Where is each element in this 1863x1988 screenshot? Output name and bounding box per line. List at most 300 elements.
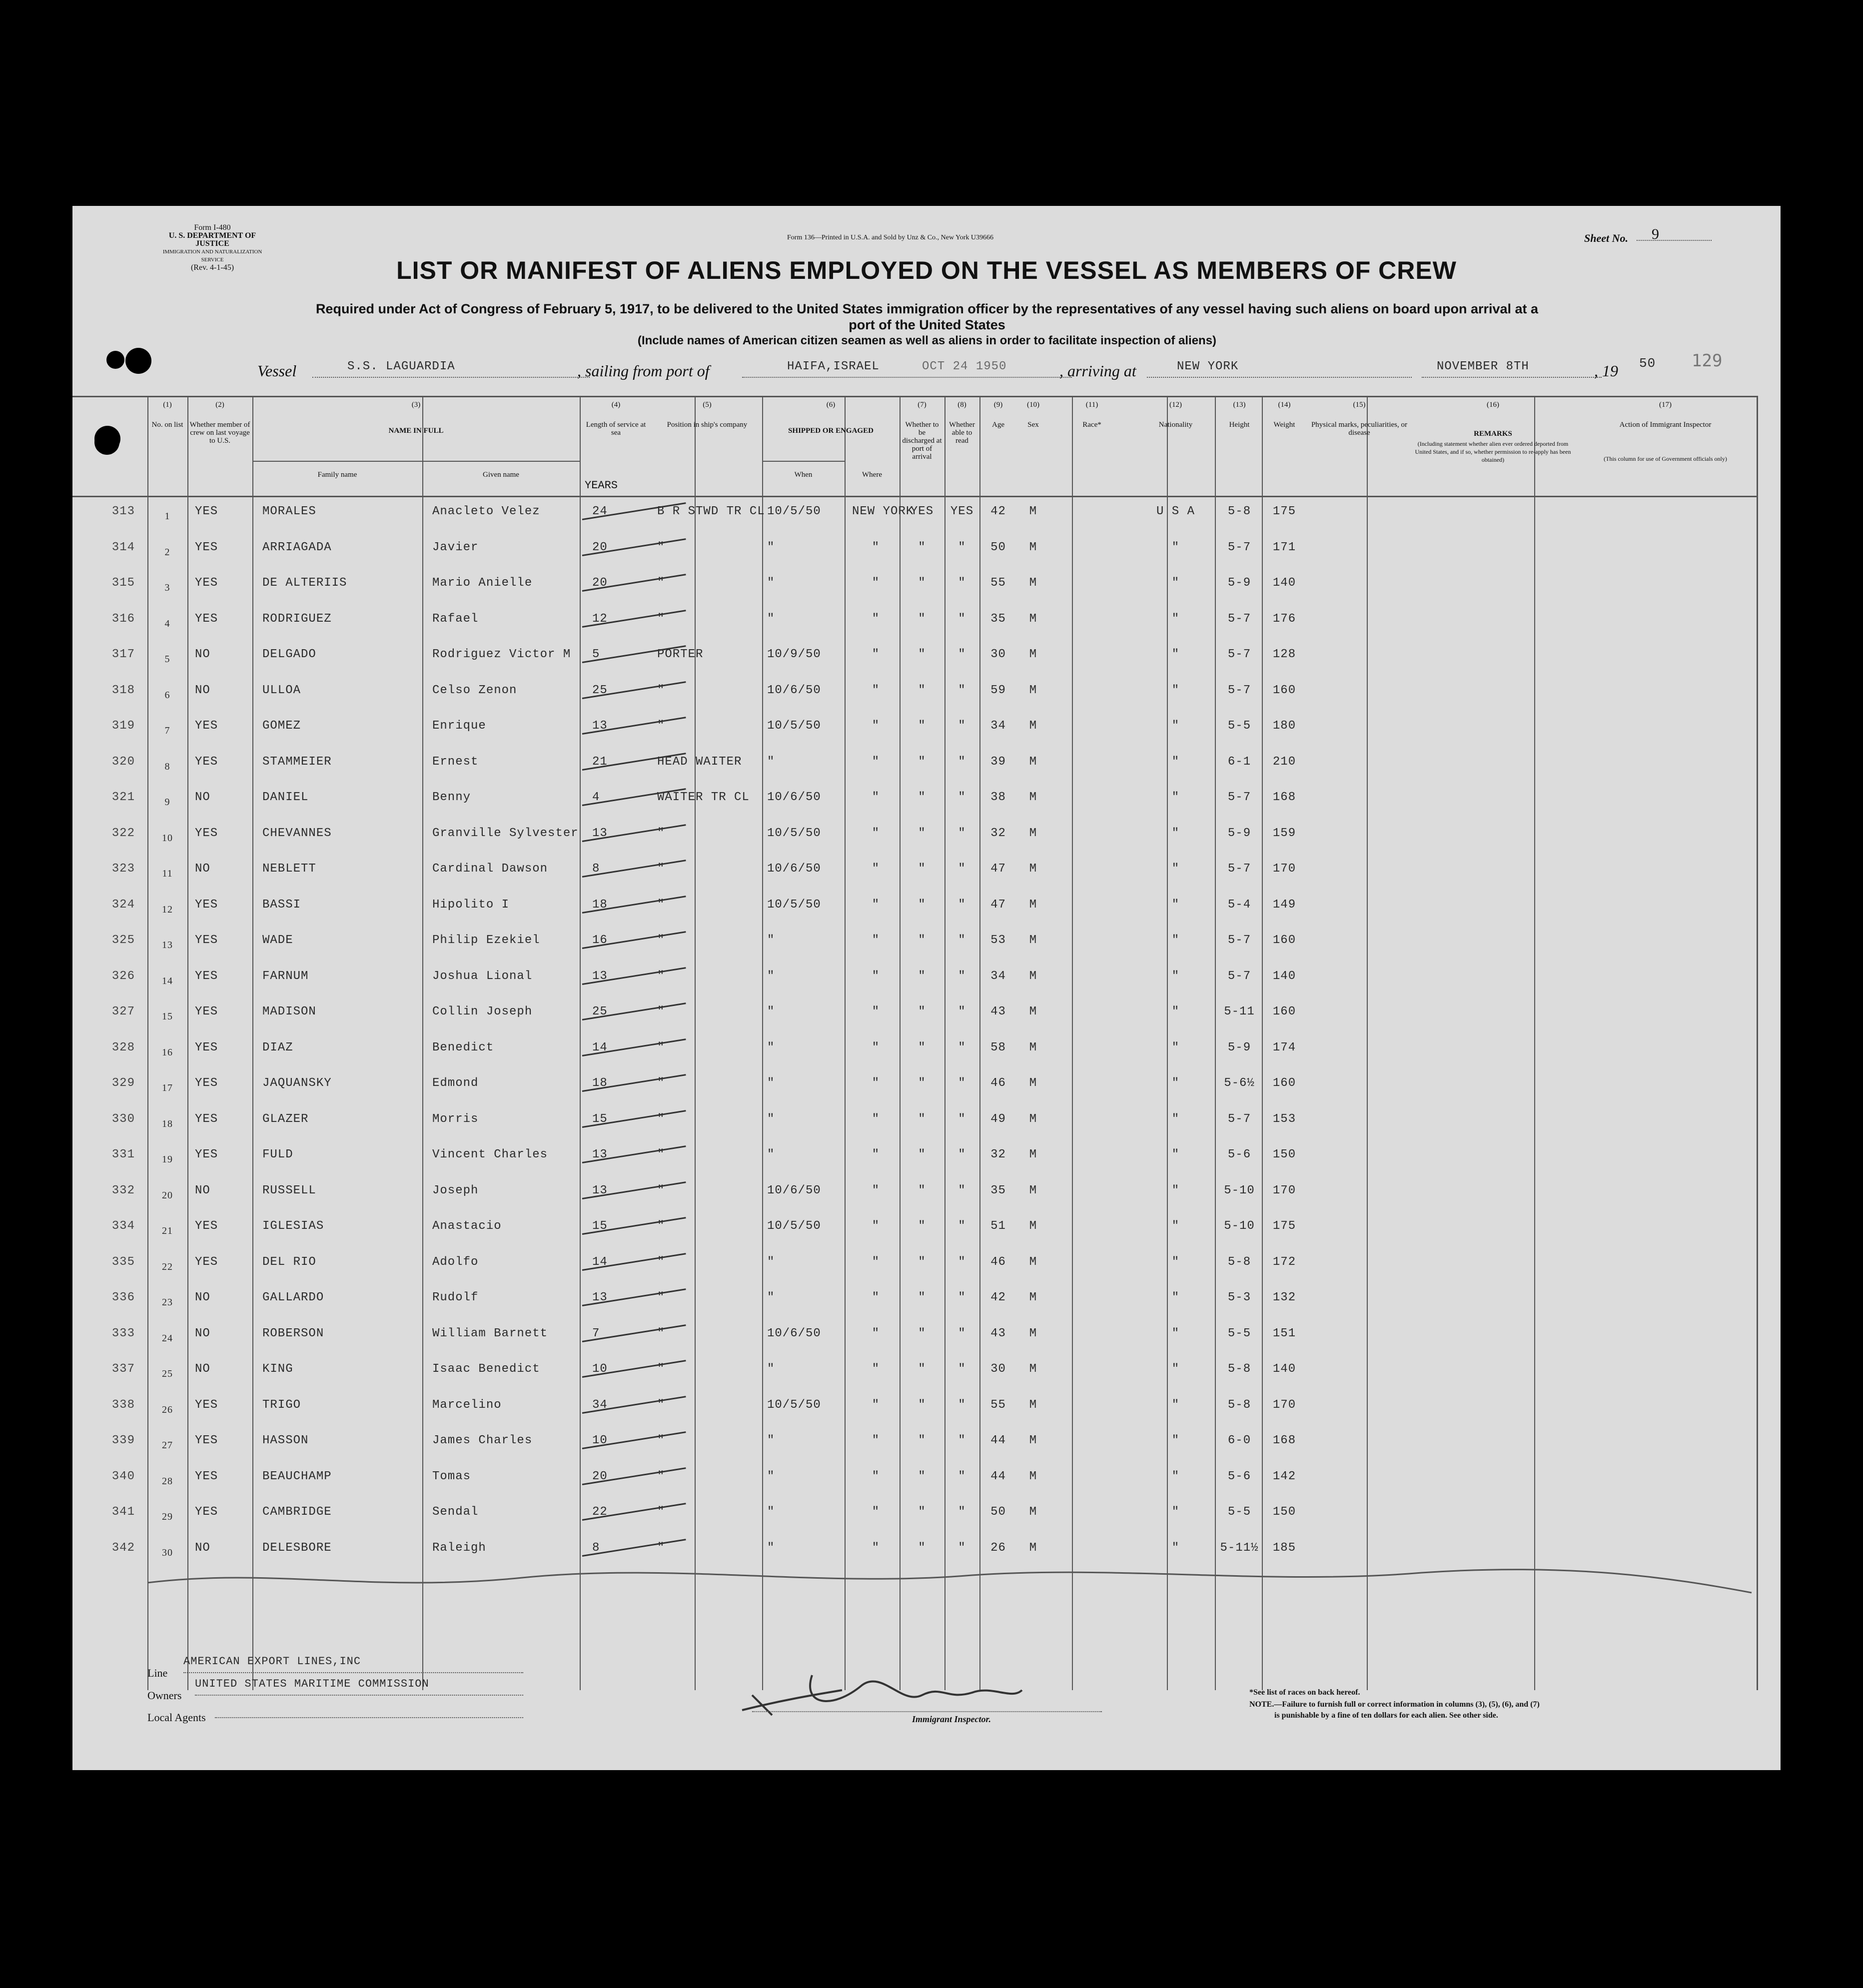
row-position: ": [657, 826, 665, 840]
row-where: ": [872, 1040, 880, 1054]
row-ref: 324: [111, 898, 135, 912]
row-sex: M: [1029, 1040, 1037, 1054]
row-service: 5: [592, 648, 600, 661]
row-ref: 314: [111, 540, 135, 554]
row-weight: 175: [1272, 505, 1296, 518]
row-given: Anacleto Velez: [432, 505, 540, 518]
arrival-date: NOVEMBER 8TH: [1422, 360, 1602, 378]
row-ref: 329: [111, 1076, 135, 1090]
row-sex: M: [1029, 1219, 1037, 1233]
row-service: 15: [592, 1112, 608, 1126]
column-header: Position in ship's company: [667, 421, 748, 429]
row-read: ": [958, 934, 966, 947]
row-position: ": [657, 1112, 665, 1126]
row-read: ": [958, 1148, 966, 1161]
row-where: ": [872, 1148, 880, 1161]
row-position: ": [657, 1398, 665, 1412]
year-label: , 19: [1594, 362, 1618, 380]
column-subheader: Given name: [483, 471, 519, 479]
row-ref: 342: [111, 1541, 135, 1555]
row-sex: M: [1029, 1541, 1037, 1555]
row-service: 34: [592, 1398, 608, 1412]
row-no: 27: [162, 1440, 173, 1451]
row-when: ": [767, 1255, 775, 1269]
row-ref: 313: [111, 505, 135, 518]
row-when: ": [767, 755, 775, 769]
row-read: ": [958, 1005, 966, 1018]
row-last: YES: [195, 934, 218, 947]
row-height: 5-8: [1227, 1398, 1251, 1412]
row-last: YES: [195, 1255, 218, 1269]
row-when: ": [767, 1148, 775, 1161]
column-header: NAME IN FULL: [388, 427, 444, 435]
row-height: 5-7: [1227, 540, 1251, 554]
row-last: NO: [195, 683, 210, 697]
row-when: ": [767, 969, 775, 983]
row-discharge: ": [918, 826, 926, 840]
sailing-port: HAIFA,ISRAEL: [742, 360, 1072, 378]
row-weight: 176: [1272, 612, 1296, 626]
row-last: YES: [195, 1112, 218, 1126]
row-family: IGLESIAS: [262, 1219, 324, 1233]
row-service: 13: [592, 719, 608, 733]
row-ref: 323: [111, 862, 135, 876]
row-service: 10: [592, 1362, 608, 1376]
row-weight: 168: [1272, 791, 1296, 804]
row-when: 10/6/50: [767, 1326, 821, 1340]
row-read: ": [958, 1326, 966, 1340]
row-given: Sendal: [432, 1505, 479, 1519]
row-sex: M: [1029, 1112, 1037, 1126]
row-when: ": [767, 576, 775, 590]
row-height: 5-6: [1227, 1148, 1251, 1161]
row-sex: M: [1029, 969, 1037, 983]
punch-hole: [125, 348, 151, 374]
row-service: 4: [592, 791, 600, 804]
row-read: ": [958, 862, 966, 876]
subtitle-line-3: (Include names of American citizen seamen as well as aliens in order to facilitate inspection of aliens): [637, 334, 1217, 347]
row-last: YES: [195, 1148, 218, 1161]
row-nationality: ": [1171, 1219, 1180, 1233]
row-last: YES: [195, 898, 218, 912]
row-height: 5-6½: [1224, 1076, 1255, 1090]
row-when: 10/5/50: [767, 1219, 821, 1233]
column-number: (7): [918, 401, 927, 409]
row-age: 44: [990, 1434, 1006, 1447]
row-no: 28: [162, 1475, 173, 1487]
row-given: Benedict: [432, 1040, 494, 1054]
row-read: ": [958, 1255, 966, 1269]
row-weight: 180: [1272, 719, 1296, 733]
owners-value: UNITED STATES MARITIME COMMISSION: [195, 1678, 523, 1696]
row-age: 32: [990, 826, 1006, 840]
row-when: 10/5/50: [767, 505, 821, 518]
row-height: 5-7: [1227, 1112, 1251, 1126]
row-height: 5-7: [1227, 612, 1251, 626]
row-when: ": [767, 1076, 775, 1090]
column-header: Whether member of crew on last voyage to U.S.: [189, 421, 250, 445]
row-when: 10/6/50: [767, 791, 821, 804]
row-weight: 175: [1272, 1219, 1296, 1233]
column-number: (6): [826, 401, 836, 409]
column-number: (10): [1027, 401, 1039, 409]
printer-line: Form 136—Printed in U.S.A. and Sold by Unz & Co., New York U39666: [787, 234, 994, 241]
row-service: 10: [592, 1434, 608, 1447]
row-sex: M: [1029, 826, 1037, 840]
row-no: 6: [164, 689, 170, 701]
row-weight: 185: [1272, 1541, 1296, 1555]
form-revision: (Rev. 4-1-45): [190, 263, 234, 272]
stamp-number: 129: [1692, 351, 1723, 371]
row-where: ": [872, 648, 880, 661]
row-sex: M: [1029, 1362, 1037, 1376]
arriving-label: , arriving at: [1059, 362, 1136, 380]
row-where: ": [872, 1398, 880, 1412]
column-number: (16): [1487, 401, 1499, 409]
row-when: ": [767, 1434, 775, 1447]
row-read: YES: [950, 505, 974, 518]
column-header: Physical marks, peculiarities, or disease: [1311, 421, 1408, 437]
column-divider: [1757, 396, 1758, 1690]
row-ref: 320: [111, 755, 135, 769]
row-sex: M: [1029, 1148, 1037, 1161]
row-nationality: ": [1171, 898, 1180, 912]
note-line-1: NOTE.—Failure to furnish full or correct information in columns (3), (5), (6), and (7): [1249, 1700, 1540, 1709]
row-nationality: ": [1171, 1112, 1180, 1126]
punch-hole: [106, 351, 124, 369]
races-note: *See list of races on back hereof.: [1249, 1688, 1360, 1697]
row-age: 53: [990, 934, 1006, 947]
row-where: ": [872, 862, 880, 876]
row-when: ": [767, 1040, 775, 1054]
row-age: 39: [990, 755, 1006, 769]
line-label: Line: [147, 1667, 168, 1679]
row-last: YES: [195, 719, 218, 733]
row-family: HASSON: [262, 1434, 309, 1447]
row-sex: M: [1029, 1398, 1037, 1412]
row-age: 30: [990, 648, 1006, 661]
row-height: 5-7: [1227, 791, 1251, 804]
row-ref: 321: [111, 791, 135, 804]
column-number: (17): [1659, 401, 1672, 409]
row-height: 6-0: [1227, 1434, 1251, 1447]
row-last: YES: [195, 826, 218, 840]
column-subheader: Where: [862, 471, 882, 479]
row-no: 10: [162, 832, 173, 844]
row-service: 21: [592, 755, 608, 769]
row-sex: M: [1029, 791, 1037, 804]
row-ref: 315: [111, 576, 135, 590]
row-age: 44: [990, 1469, 1006, 1483]
row-family: MORALES: [262, 505, 316, 518]
row-discharge: ": [918, 1291, 926, 1304]
row-height: 5-10: [1224, 1183, 1255, 1197]
row-age: 50: [990, 540, 1006, 554]
row-weight: 149: [1272, 898, 1296, 912]
row-when: 10/5/50: [767, 719, 821, 733]
vessel-name: S.S. LAGUARDIA: [312, 360, 590, 378]
row-discharge: ": [918, 1076, 926, 1090]
row-read: ": [958, 1434, 966, 1447]
row-weight: 170: [1272, 1183, 1296, 1197]
row-where: ": [872, 969, 880, 983]
row-ref: 336: [111, 1291, 135, 1304]
row-ref: 319: [111, 719, 135, 733]
column-number: (5): [703, 401, 712, 409]
row-nationality: ": [1171, 1183, 1180, 1197]
row-weight: 140: [1272, 576, 1296, 590]
row-read: ": [958, 1505, 966, 1519]
column-header: Nationality: [1158, 421, 1193, 429]
row-ref: 316: [111, 612, 135, 626]
row-age: 59: [990, 683, 1006, 697]
row-when: 10/5/50: [767, 826, 821, 840]
row-discharge: YES: [910, 505, 934, 518]
row-position: ": [657, 576, 665, 590]
column-header: Sex: [1027, 421, 1039, 429]
row-sex: M: [1029, 612, 1037, 626]
row-family: DE ALTERIIS: [262, 576, 347, 590]
row-sex: M: [1029, 862, 1037, 876]
row-given: James Charles: [432, 1434, 533, 1447]
row-nationality: ": [1171, 612, 1180, 626]
row-age: 55: [990, 1398, 1006, 1412]
row-discharge: ": [918, 1326, 926, 1340]
row-weight: 160: [1272, 1076, 1296, 1090]
row-age: 34: [990, 719, 1006, 733]
row-given: Raleigh: [432, 1541, 486, 1555]
row-last: NO: [195, 1291, 210, 1304]
row-no: 1: [164, 511, 170, 522]
row-position: HEAD WAITER: [657, 755, 742, 769]
row-sex: M: [1029, 1326, 1037, 1340]
row-read: ": [958, 1398, 966, 1412]
row-height: 5-6: [1227, 1469, 1251, 1483]
row-discharge: ": [918, 1398, 926, 1412]
row-nationality: ": [1171, 1326, 1180, 1340]
row-age: 42: [990, 505, 1006, 518]
column-header: Weight: [1273, 421, 1295, 429]
row-no: 20: [162, 1189, 173, 1201]
row-no: 14: [162, 975, 173, 987]
row-ref: 325: [111, 934, 135, 947]
row-discharge: ": [918, 1362, 926, 1376]
row-when: ": [767, 1005, 775, 1018]
row-position: ": [657, 1434, 665, 1447]
row-read: ": [958, 1362, 966, 1376]
row-no: 7: [164, 725, 170, 736]
row-age: 32: [990, 1148, 1006, 1161]
row-read: ": [958, 612, 966, 626]
row-discharge: ": [918, 791, 926, 804]
row-height: 5-5: [1227, 1326, 1251, 1340]
row-discharge: ": [918, 1183, 926, 1197]
row-position: ": [657, 862, 665, 876]
row-sex: M: [1029, 719, 1037, 733]
row-given: Vincent Charles: [432, 1148, 548, 1161]
column-divider: [580, 396, 581, 1690]
row-age: 55: [990, 576, 1006, 590]
row-last: YES: [195, 1505, 218, 1519]
row-ref: 332: [111, 1183, 135, 1197]
row-no: 22: [162, 1261, 173, 1272]
row-last: YES: [195, 1398, 218, 1412]
column-subheader: Family name: [317, 471, 357, 479]
row-last: YES: [195, 755, 218, 769]
row-sex: M: [1029, 1076, 1037, 1090]
row-read: ": [958, 540, 966, 554]
inspector-label: Immigrant Inspector.: [912, 1714, 991, 1724]
row-read: ": [958, 683, 966, 697]
row-service: 13: [592, 826, 608, 840]
column-header: SHIPPED OR ENGAGED: [788, 427, 874, 435]
row-family: FARNUM: [262, 969, 309, 983]
row-weight: 153: [1272, 1112, 1296, 1126]
row-weight: 171: [1272, 540, 1296, 554]
row-where: ": [872, 934, 880, 947]
row-read: ": [958, 791, 966, 804]
row-when: 10/6/50: [767, 862, 821, 876]
row-height: 5-7: [1227, 648, 1251, 661]
row-given: Marcelino: [432, 1398, 502, 1412]
row-age: 26: [990, 1541, 1006, 1555]
row-discharge: ": [918, 1255, 926, 1269]
row-sex: M: [1029, 934, 1037, 947]
row-height: 5-4: [1227, 898, 1251, 912]
row-weight: 170: [1272, 862, 1296, 876]
row-weight: 128: [1272, 648, 1296, 661]
row-where: ": [872, 791, 880, 804]
column-number: (9): [993, 401, 1003, 409]
row-service: 18: [592, 898, 608, 912]
row-position: PORTER: [657, 648, 704, 661]
column-subheader: (Including statement whether alien ever ordered deported from United States, and if so, whether permission to re-apply has been obtained): [1415, 440, 1571, 463]
row-last: NO: [195, 1541, 210, 1555]
row-discharge: ": [918, 1005, 926, 1018]
row-last: YES: [195, 612, 218, 626]
column-header: Height: [1229, 421, 1250, 429]
row-position: ": [657, 934, 665, 947]
row-no: 16: [162, 1046, 173, 1058]
line-value: AMERICAN EXPORT LINES,INC: [183, 1655, 523, 1673]
row-family: MADISON: [262, 1005, 316, 1018]
column-header: No. on list: [151, 421, 183, 429]
row-height: 5-9: [1227, 576, 1251, 590]
column-divider: [422, 461, 423, 1690]
row-height: 5-8: [1227, 1255, 1251, 1269]
row-last: NO: [195, 1326, 210, 1340]
row-service: 14: [592, 1255, 608, 1269]
row-discharge: ": [918, 1148, 926, 1161]
row-nationality: ": [1171, 1398, 1180, 1412]
row-discharge: ": [918, 1219, 926, 1233]
row-no: 3: [164, 582, 170, 593]
column-number: (4): [611, 401, 621, 409]
row-height: 5-7: [1227, 934, 1251, 947]
row-family: GLAZER: [262, 1112, 309, 1126]
row-where: ": [872, 755, 880, 769]
row-service: 24: [592, 505, 608, 518]
row-read: ": [958, 1219, 966, 1233]
column-number: (2): [215, 401, 224, 409]
row-service: 20: [592, 540, 608, 554]
row-last: YES: [195, 576, 218, 590]
row-sex: M: [1029, 755, 1037, 769]
row-ref: 331: [111, 1148, 135, 1161]
row-weight: 168: [1272, 1434, 1296, 1447]
column-divider: [1534, 396, 1535, 1690]
row-when: ": [767, 540, 775, 554]
row-no: 15: [162, 1011, 173, 1022]
row-weight: 142: [1272, 1469, 1296, 1483]
row-given: Joshua Lional: [432, 969, 533, 983]
row-family: TRIGO: [262, 1398, 301, 1412]
row-no: 19: [162, 1154, 173, 1165]
row-read: ": [958, 719, 966, 733]
row-ref: 339: [111, 1434, 135, 1447]
row-service: 13: [592, 1291, 608, 1304]
row-discharge: ": [918, 540, 926, 554]
row-where: ": [872, 1076, 880, 1090]
row-no: 24: [162, 1332, 173, 1344]
row-read: ": [958, 969, 966, 983]
row-family: NEBLETT: [262, 862, 316, 876]
column-number: (13): [1233, 401, 1246, 409]
page-title: LIST OR MANIFEST OF ALIENS EMPLOYED ON THE VESSEL AS MEMBERS OF CREW: [396, 256, 1457, 284]
row-nationality: ": [1171, 683, 1180, 697]
row-where: ": [872, 612, 880, 626]
row-nationality: ": [1171, 648, 1180, 661]
row-no: 5: [164, 654, 170, 665]
row-position: ": [657, 1183, 665, 1197]
row-no: 4: [164, 618, 170, 629]
row-sex: M: [1029, 1183, 1037, 1197]
row-service: 25: [592, 683, 608, 697]
row-last: NO: [195, 1183, 210, 1197]
form-number: Form I-480: [194, 223, 231, 232]
row-when: ": [767, 1362, 775, 1376]
row-nationality: ": [1171, 1434, 1180, 1447]
column-subheader: (This column for use of Government officials only): [1604, 455, 1727, 462]
row-family: JAQUANSKY: [262, 1076, 332, 1090]
row-given: Rodriguez Victor M: [432, 648, 571, 661]
row-given: Celso Zenon: [432, 683, 517, 697]
subtitle: [112, 301, 1742, 349]
row-age: 50: [990, 1505, 1006, 1519]
row-position: ": [657, 1255, 665, 1269]
row-when: 10/5/50: [767, 1398, 821, 1412]
row-where: ": [872, 683, 880, 697]
column-number: (12): [1169, 401, 1182, 409]
row-last: YES: [195, 1040, 218, 1054]
row-nationality: ": [1171, 791, 1180, 804]
row-given: Javier: [432, 540, 479, 554]
row-last: YES: [195, 1005, 218, 1018]
row-service: 14: [592, 1040, 608, 1054]
row-position: ": [657, 1469, 665, 1483]
row-age: 49: [990, 1112, 1006, 1126]
row-discharge: ": [918, 1505, 926, 1519]
row-ref: 341: [111, 1505, 135, 1519]
column-header: Length of service at sea: [586, 421, 646, 437]
row-weight: 140: [1272, 969, 1296, 983]
row-given: Adolfo: [432, 1255, 479, 1269]
row-weight: 132: [1272, 1291, 1296, 1304]
row-position: ": [657, 969, 665, 983]
row-when: 10/5/50: [767, 898, 821, 912]
row-where: ": [872, 1255, 880, 1269]
row-when: ": [767, 934, 775, 947]
